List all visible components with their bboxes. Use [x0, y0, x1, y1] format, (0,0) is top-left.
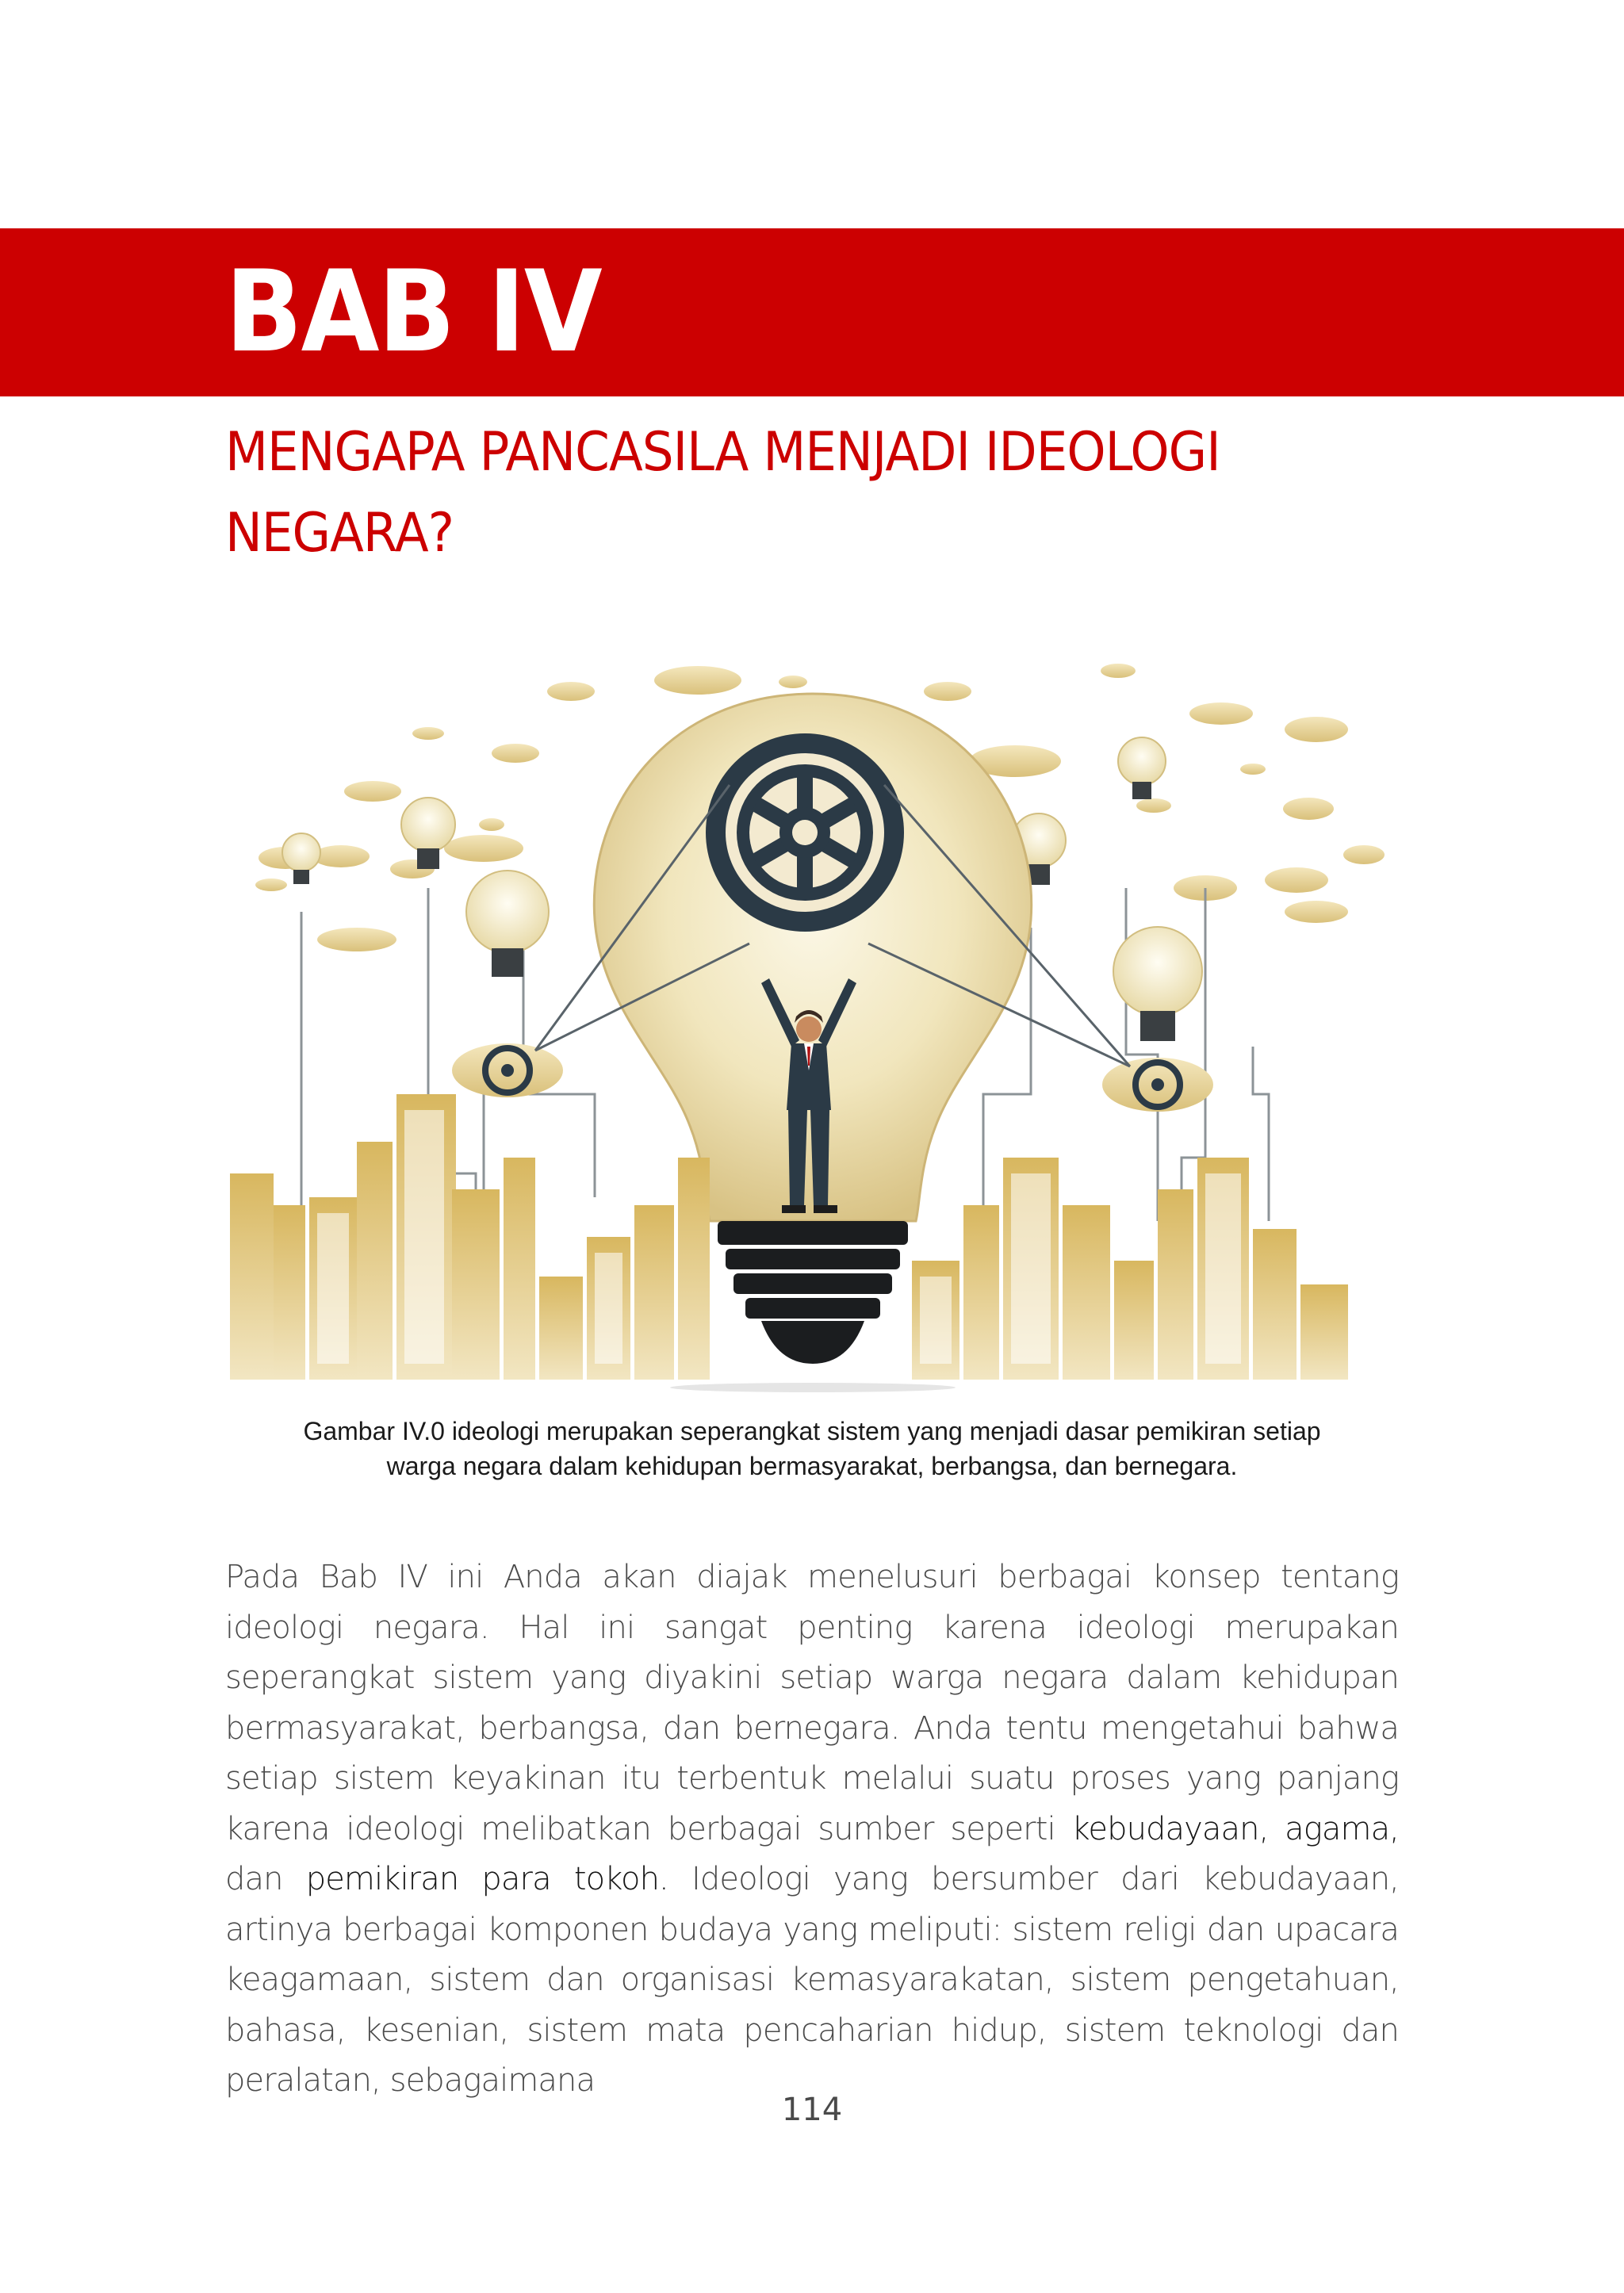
chapter-title: MENGAPA PANCASILA MENJADI IDEOLOGI NEGARA?	[225, 421, 1220, 565]
figure-caption-line-2: warga negara dalam kehidupan bermasyarakat, berbangsa, dan bernegara.	[386, 1452, 1238, 1480]
figure-caption-line-1: Gambar IV.0 ideologi merupakan seperangkat sistem yang menjadi dasar pemikiran setiap	[303, 1417, 1321, 1445]
page-number: 114	[781, 2092, 843, 2128]
body-paragraph	[225, 1552, 1399, 2107]
ideology-lightbulb-illustration	[222, 650, 1411, 1395]
emphasis-kebudayaan-agama: kebudayaan, agama,	[1071, 1810, 1399, 1847]
central-gear-icon	[706, 733, 904, 932]
body-text-dan: dan	[225, 1861, 283, 1897]
emphasis-pemikiran-para-tokoh: pemikiran para tokoh.	[305, 1861, 668, 1897]
chapter-label: BAB IV	[225, 247, 601, 377]
figure-caption	[225, 1414, 1399, 1483]
chapter-banner	[0, 228, 1624, 396]
body-text-start: Pada Bab IV ini Anda akan diajak menelusuri berbagai konsep tentang ideologi negara. Hal ini sangat penting karena ideologi merupakan seperangkat sistem yang diyakini setiap warga negara dalam kehidupan bermasyarakat, berbangsa, dan bernegara. Anda tentu mengetahui bahwa setiap sistem keyakinan itu terbentuk melalui suatu proses yang panjang karena ideologi melibatkan berbagai sumber seperti	[225, 1559, 1399, 1847]
body-text-end: Ideologi yang bersumber dari kebudayaan, artinya berbagai komponen budaya yang meliputi: sistem religi dan upacara keagamaan, sistem dan organisasi kemasyarakatan, sistem pengetahuan, bahasa, kesenian, sistem mata pencaharian hidup, sistem teknologi dan peralatan, sebagaimana	[225, 1861, 1399, 2099]
